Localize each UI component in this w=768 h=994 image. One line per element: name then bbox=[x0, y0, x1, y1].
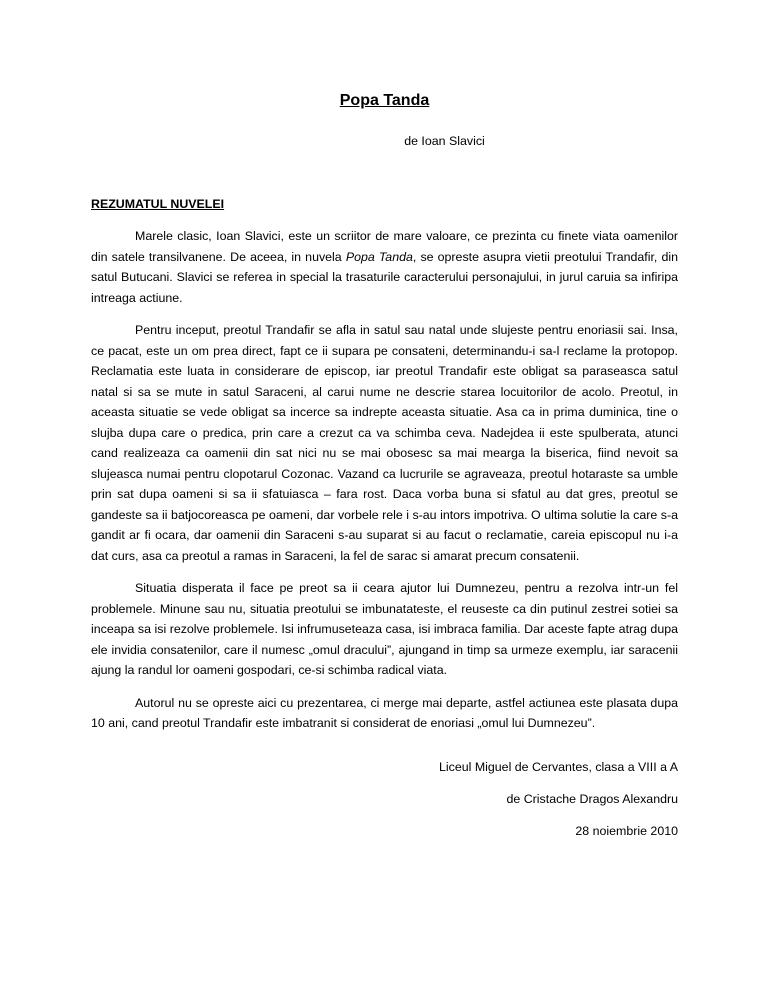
paragraph-1-after: , se opreste asupra vietii preotului Trandafir, din satul Butucani. Slavici se referea in special la trasaturile caracterului personajului, in jurul caruia sa infiripa intreaga actiune. bbox=[91, 249, 678, 305]
document-title: Popa Tanda bbox=[339, 92, 430, 109]
paragraph-2: Pentru inceput, preotul Trandafir se afla in satul sau natal unde slujeste pentru enoriasii sai. Insa, ce pacat, este un om prea direct, fapt ce ii supara pe consateni, determinandu-i sa-l reclame la protopop. Reclamatia este luata in considerare de episcop, iar preotul Trandafir este obligat sa paraseasca satul natal si sa se mute in satul Saraceni, al carui nume ne descrie starea locuitorilor de acolo. Preotul, in aceasta situatie se vede obligat sa incerce sa indrepte aceasta situatie. Asa ca in prima duminica, tine o slujba dupa care o predica, prin care a crezut ca va schimba ceva. Nadejdea ii este spulberata, atunci cand realizeaza ca oamenii din sat nici nu se mai obosesc sa mai mearga la biserica, fiind nevoit sa slujeasca numai pentru clopotarul Cozonac. Vazand ca lucrurile se agraveaza, preotul hotaraste sa umble prin sat dupa oameni si sa ii sfatuiasca – fara rost. Daca vorba buna si sfatul au dat gres, preotul se gandeste sa ii batjocoreasca pe oameni, dar vorbele rele i s-au intors impotriva. O ultima solutie la care s-a gandit ar fi ocara, dar oamenii din Saraceni s-au suparat si au facut o reclamatie, careia episcopul nu i-a dat curs, asa ca preotul a ramas in Saraceni, la fel de sarac si amarat precum consatenii. bbox=[91, 323, 678, 563]
signature-school: Liceul Miguel de Cervantes, clasa a VIII a A bbox=[439, 760, 678, 774]
byline-text: de Ioan Slavici bbox=[404, 134, 485, 148]
section-heading: REZUMATUL NUVELEI bbox=[91, 197, 225, 211]
document-byline bbox=[91, 134, 678, 148]
signature-block bbox=[439, 757, 678, 853]
paragraph-1-italic-title: Popa Tanda bbox=[345, 249, 413, 264]
paragraph-3: Situatia disperata il face pe preot sa ii ceara ajutor lui Dumnezeu, pentru a rezolva intr-un fel problemele. Minune sau nu, situatia preotului se imbunatateste, el reuseste ca din putinul zestrei sotiei sa inceapa sa isi rezolve problemele. Isi infrumuseteaza casa, isi imbraca familia. Dar aceste fapte atrag dupa ele invidia consatenilor, care il numesc „omul dracului”, ajungand in timp sa urmeze exemplu, iar saracenii ajung la randul lor oameni gospodari, ce-si schimba radical viata. bbox=[91, 581, 678, 677]
paragraph-1 bbox=[91, 226, 678, 308]
paragraph-4: Autorul nu se opreste aici cu prezentarea, ci merge mai departe, astfel actiunea este plasata dupa 10 ani, cand preotul Trandafir este imbatranit si considerat de enoriasi „omul lui Dumnezeu”. bbox=[91, 695, 678, 730]
body-text bbox=[91, 226, 678, 746]
signature-author: de Cristache Dragos Alexandru bbox=[506, 792, 678, 806]
paragraph-1-before: Marele clasic, Ioan Slavici, este un scriitor de mare valoare, ce prezinta cu finete viata oamenilor din satele transilvanene. De aceea, in nuvela bbox=[91, 229, 678, 264]
signature-date: 28 noiembrie 2010 bbox=[575, 824, 678, 838]
